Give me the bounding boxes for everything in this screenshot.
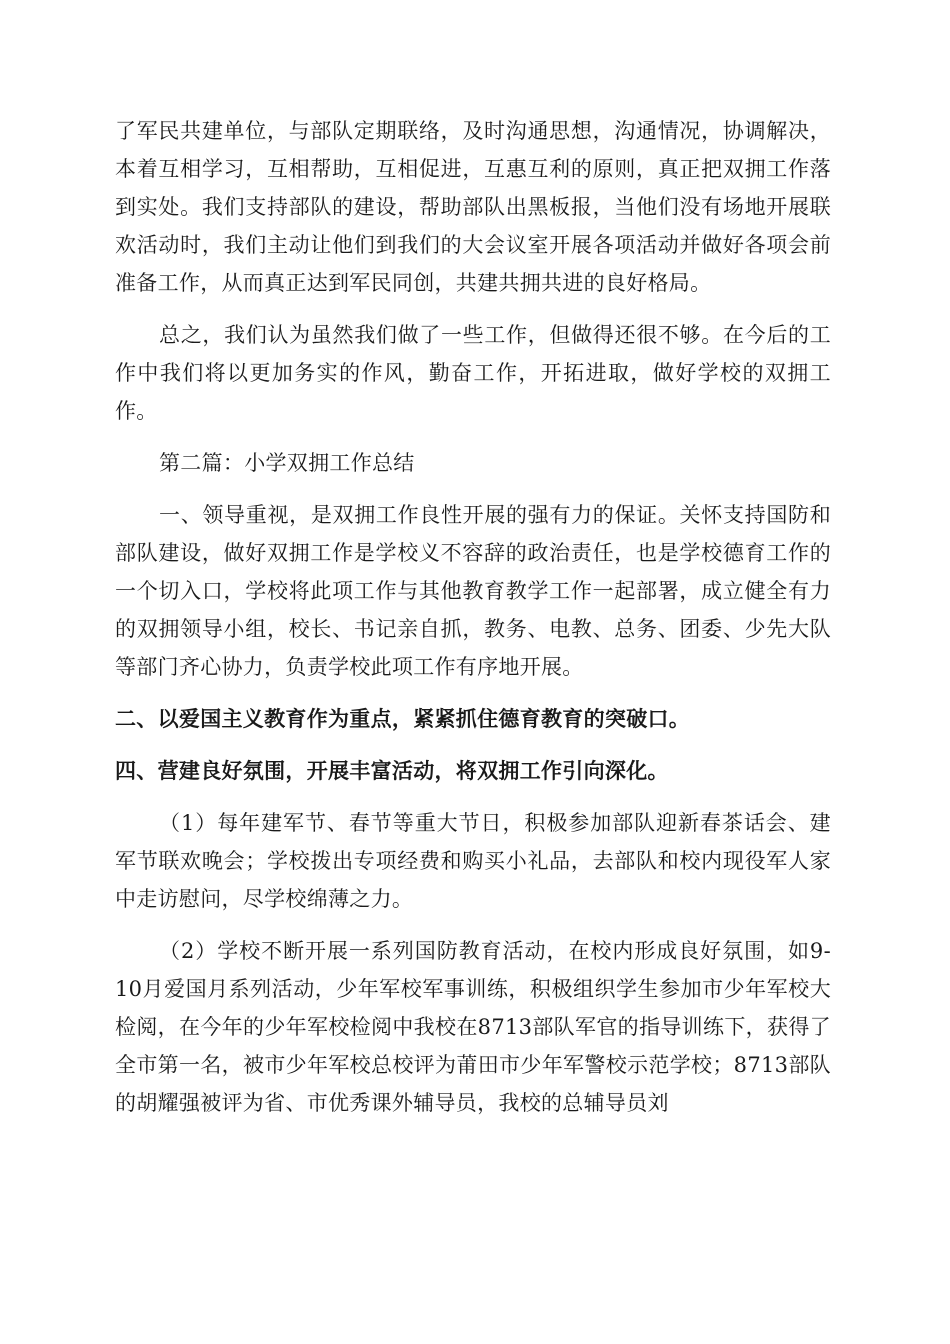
paragraph-item-2: （2）学校不断开展一系列国防教育活动，在校内形成良好氛围，如9-10月爱国月系列活动，少年军校军事训练，积极组织学生参加市少年军校大检阅，在今年的少年军校检阅中我校在8713部队军官的指导训练下，获得了全市第一名，被市少年军校总校评为莆田市少年军警校示范学校；8713部队的胡耀强被评为省、市优秀课外辅导员，我校的总辅导员刘 xyxy=(115,939,831,1115)
heading-patriotic-education: 二、以爱国主义教育作为重点，紧紧抓住德育教育的突破口。 xyxy=(115,707,691,731)
paragraph-leadership: 一、领导重视，是双拥工作良性开展的强有力的保证。关怀支持国防和部队建设，做好双拥工作是学校义不容辞的政治责任，也是学校德育工作的一个切入口，学校将此项工作与其他教育教学工作一起部署，成立健全有力的双拥领导小组，校长、书记亲自抓，教务、电教、总务、团委、少先大队等部门齐心协力，负责学校此项工作有序地开展。 xyxy=(115,503,831,679)
paragraph-continuation: 了军民共建单位，与部队定期联络，及时沟通思想，沟通情况，协调解决，本着互相学习，互相帮助，互相促进，互惠互利的原则，真正把双拥工作落到实处。我们支持部队的建设，帮助部队出黑板报，当他们没有场地开展联欢活动时，我们主动让他们到我们的大会议室开展各项活动并做好各项会前准备工作，从而真正达到军民同创，共建共拥共进的良好格局。 xyxy=(115,119,831,295)
paragraph-item-1: （1）每年建军节、春节等重大节日，积极参加部队迎新春茶话会、建军节联欢晚会；学校拨出专项经费和购买小礼品，去部队和校内现役军人家中走访慰问，尽学校绵薄之力。 xyxy=(115,811,831,911)
document-page xyxy=(115,112,831,1122)
paragraph-summary: 总之，我们认为虽然我们做了一些工作，但做得还很不够。在今后的工作中我们将以更加务实的作风，勤奋工作，开拓进取，做好学校的双拥工作。 xyxy=(115,323,831,423)
heading-atmosphere: 四、营建良好氛围，开展丰富活动，将双拥工作引向深化。 xyxy=(115,759,669,783)
section-title: 第二篇：小学双拥工作总结 xyxy=(159,451,415,475)
